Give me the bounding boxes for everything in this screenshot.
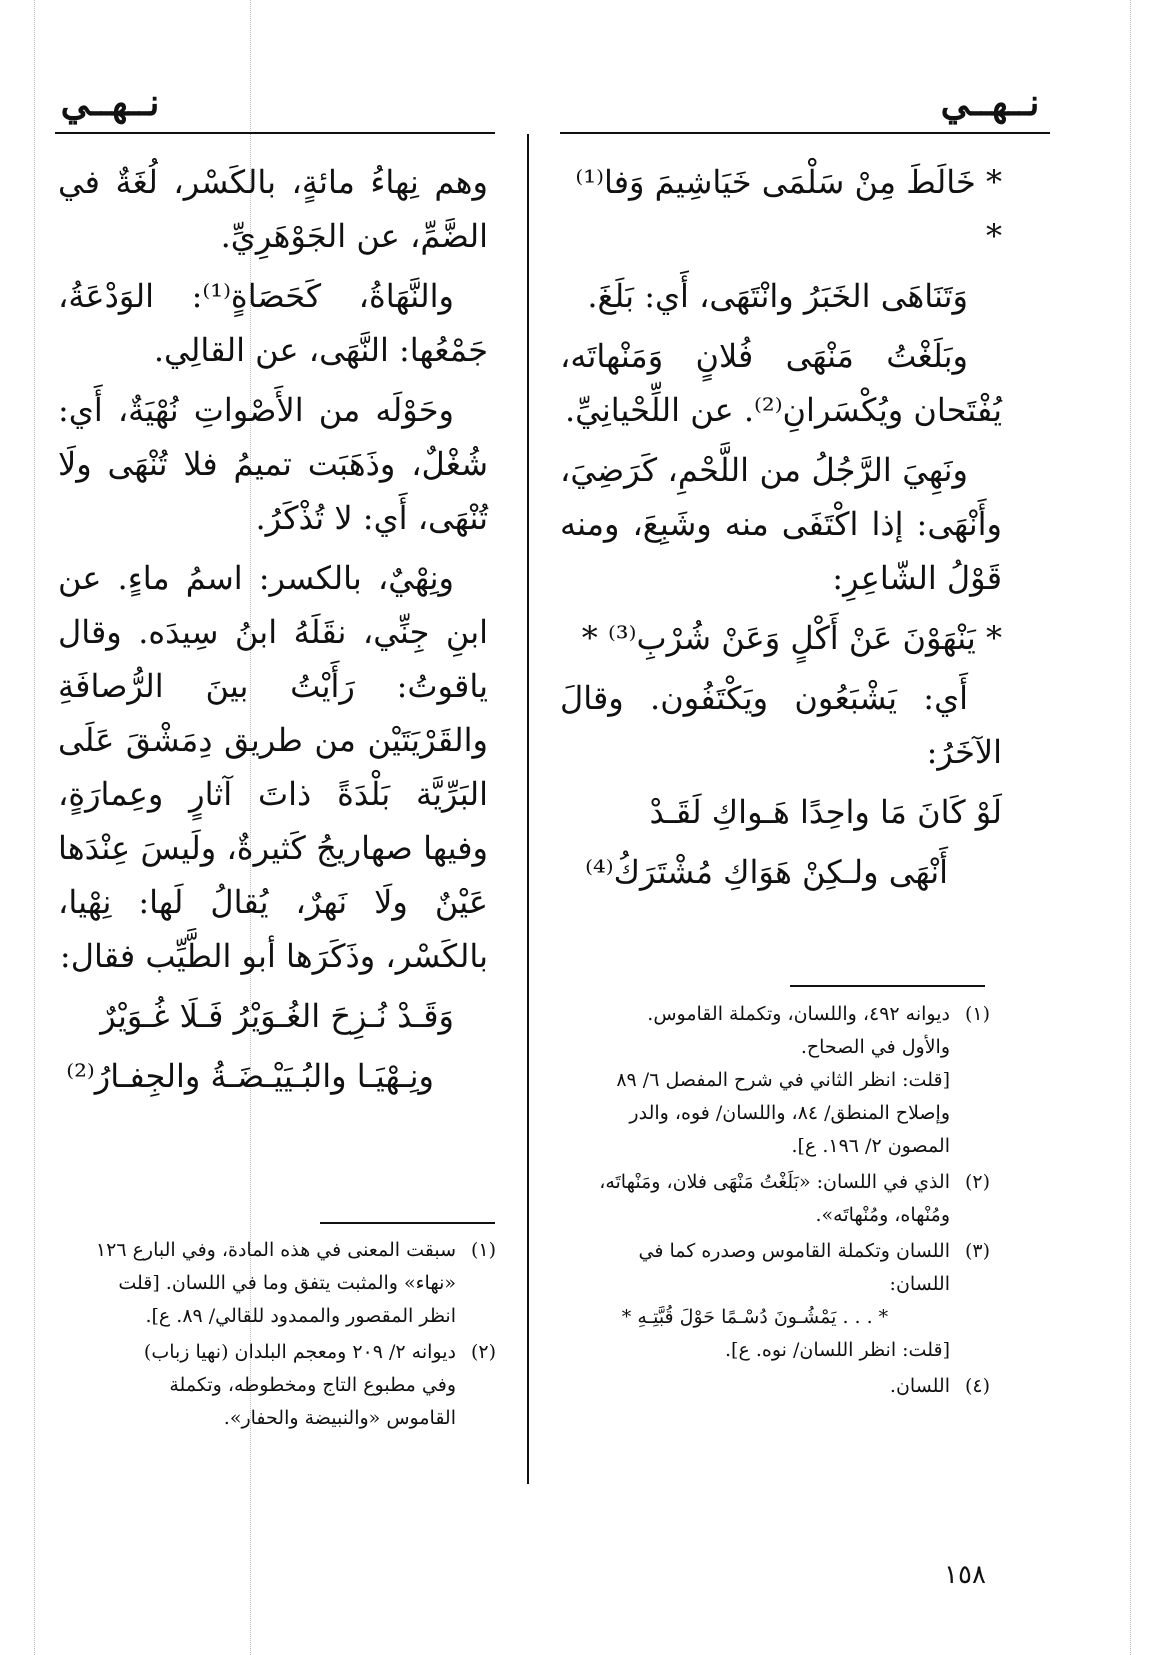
verse-line: أَنْهَى ولـكِنْ هَوَاكِ مُشْتَرَكُ⁽⁴⁾ [585, 853, 948, 891]
scan-guide-left [34, 0, 35, 1655]
verse-line: * يَنْهَوْنَ عَنْ أَكْلٍ وَعَنْ شُرْبِ⁽³⁾ * [581, 619, 1002, 657]
verse-line: * خَالَطَ مِنْ سَلْمَى خَيَاشِيمَ وَفا⁽¹⁾ * [575, 163, 1002, 255]
footnote-line: وفي مطبوع التاج ومخطوطه، وتكملة [169, 1374, 456, 1396]
footnote [560, 1235, 990, 1367]
column-divider [527, 134, 529, 1484]
footnote-line: اللسان. [889, 1375, 950, 1397]
footnote-body [58, 1336, 456, 1435]
footnote-verse-line: * . . . يَمْشُـونَ دُسْـمًا حَوْلَ قُبَّتِـهِ * [621, 1306, 889, 1328]
header-rule-right [560, 132, 1050, 134]
entry-paragraph: أَي: يَشْبَعُون ويَكْتَفُون. وقالَ الآخَرُ: [560, 679, 1002, 771]
footnote-line: ديوانه ٤٩٢، واللسان، وتكملة القاموس. [647, 1003, 950, 1025]
header-rule-left [55, 132, 495, 134]
footnote [58, 1336, 496, 1435]
entry-paragraph: وهم نِهاءُ مائةٍ، بالكَسْر، لُغَةٌ في الضَّمِّ، عن الجَوْهَرِيِّ. [58, 163, 488, 255]
footnote-number: (٢) [964, 1171, 990, 1193]
footnote-line: [قلت: انظر الثاني في شرح المفصل ٦/ ٨٩ [616, 1069, 950, 1091]
verse-line: ونِـهْيَـا والبُـيَيْـضَـةُ والجِفـارُ⁽²⁾ [66, 1057, 434, 1095]
footnote-line: والأول في الصحاح. [800, 1036, 950, 1058]
footnote-rule-right [790, 985, 985, 987]
footnote-body [560, 998, 950, 1163]
footnote-body [560, 1166, 950, 1232]
footnote-number: (١) [964, 1003, 990, 1025]
right-column [560, 155, 1002, 905]
footnote-number: (١) [470, 1239, 496, 1261]
footnote-line: وإصلاح المنطق/ ٨٤، واللسان/ فوه، والدر [629, 1102, 950, 1124]
scan-guide-right [1130, 0, 1131, 1655]
footnote-number: (٤) [964, 1375, 990, 1397]
footnote-line: انظر المقصور والممدود للقالي/ ٨٩. ع]. [145, 1305, 456, 1327]
entry-paragraph: وبَلَغْتُ مَنْهَى فُلانٍ وَمَنْهاتَه، يُفْتَحان ويُكْسَرانِ⁽²⁾. عن اللِّحْيانِيِّ. [560, 337, 1002, 429]
running-header-left: نــهــي [60, 82, 160, 124]
footnote-line: المصون ٢/ ١٩٦. ع]. [791, 1135, 950, 1157]
footnote-line: القاموس «والنبيضة والحفار». [223, 1407, 456, 1429]
page-number: ١٥٨ [944, 1560, 986, 1590]
footnotes-left [58, 1234, 496, 1438]
footnote-number: (٢) [470, 1341, 496, 1363]
footnote-body [560, 1370, 950, 1403]
verse-line: وَقَـدْ نُـزِحَ الغُـوَيْرُ فَـلَا غُـوَيْرٌ [100, 997, 454, 1035]
footnotes-right [560, 998, 990, 1406]
footnote-body [58, 1234, 456, 1333]
footnote-body [560, 1235, 950, 1367]
entry-paragraph: والنَّهَاةُ، كَحَصَاةٍ⁽¹⁾: الوَدْعَةُ، جَمْعُها: النَّهَى، عن القالِي. [58, 277, 488, 369]
entry-paragraph: ونِهْيٌ، بالكسر: اسمُ ماءٍ. عن ابنِ جِنِّي، نقَلَهُ ابنُ سِيدَه. وقال ياقوتُ: رَأَيْتُ بينَ الرُّصافَةِ والقَرْيَتَيْن من طريق دِمَشْقَ عَلَى البَرِّيَّة بَلْدَةً ذاتَ آثارٍ وعِمارَةٍ، وفيها صهاريجُ كَثيرةٌ، ولَيسَ عِنْدَها عَيْنٌ ولَا نَهرٌ، يُقالُ لَها: نِهْيا، بالكَسْر، وذَكَرَها أبو الطَّيِّب فقال: [58, 559, 488, 975]
entry-paragraph: وحَوْلَه من الأَصْواتِ نُهْيَةٌ، أَي: شُغْلٌ، وذَهَبَت تميمُ فلا تُنْهَى ولَا تُنْهَى، أَي: لا تُذْكَرُ. [58, 391, 488, 537]
footnote-rule-left [320, 1222, 495, 1224]
footnote [560, 1370, 990, 1403]
footnote-line: [قلت: انظر اللسان/ نوه. ع]. [725, 1339, 950, 1361]
footnote-number: (٣) [964, 1240, 990, 1262]
footnote-line: اللسان وتكملة القاموس وصدره كما في [638, 1240, 950, 1262]
left-column [58, 155, 488, 1109]
footnote-line: اللسان: [889, 1273, 950, 1295]
footnote-line: ومُنْهاه، ومُنْهاتَه». [815, 1204, 950, 1226]
footnote [560, 1166, 990, 1232]
verse-line: لَوْ كَانَ مَا واحِدًا هَـواكِ لَقَـدْ [649, 793, 1002, 831]
entry-paragraph: ونَهِيَ الرَّجُلُ من اللَّحْمِ، كَرَضِيَ، وأَنْهَى: إذا اكْتَفَى منه وشَبِعَ، ومنه قَوْلُ الشّاعِرِ: [560, 451, 1002, 597]
footnote-line: سبقت المعنى في هذه المادة، وفي البارع ١٢٦ [95, 1239, 456, 1261]
footnote-line: «نهاء» والمثبت يتفق وما في اللسان. [قلت [118, 1272, 456, 1294]
footnote [560, 998, 990, 1163]
footnote-line: الذي في اللسان: «بَلَغْتُ مَنْهَى فلان، ومَنْهاتَه، [599, 1171, 950, 1193]
running-header-right: نــهــي [940, 82, 1040, 124]
entry-paragraph: وَتَنَاهَى الخَبَرُ وانْتَهَى، أَي: بَلَغَ. [587, 277, 968, 315]
footnote [58, 1234, 496, 1333]
footnote-line: ديوانه ٢/ ٢٠٩ ومعجم البلدان (نهيا زباب) [143, 1341, 456, 1363]
